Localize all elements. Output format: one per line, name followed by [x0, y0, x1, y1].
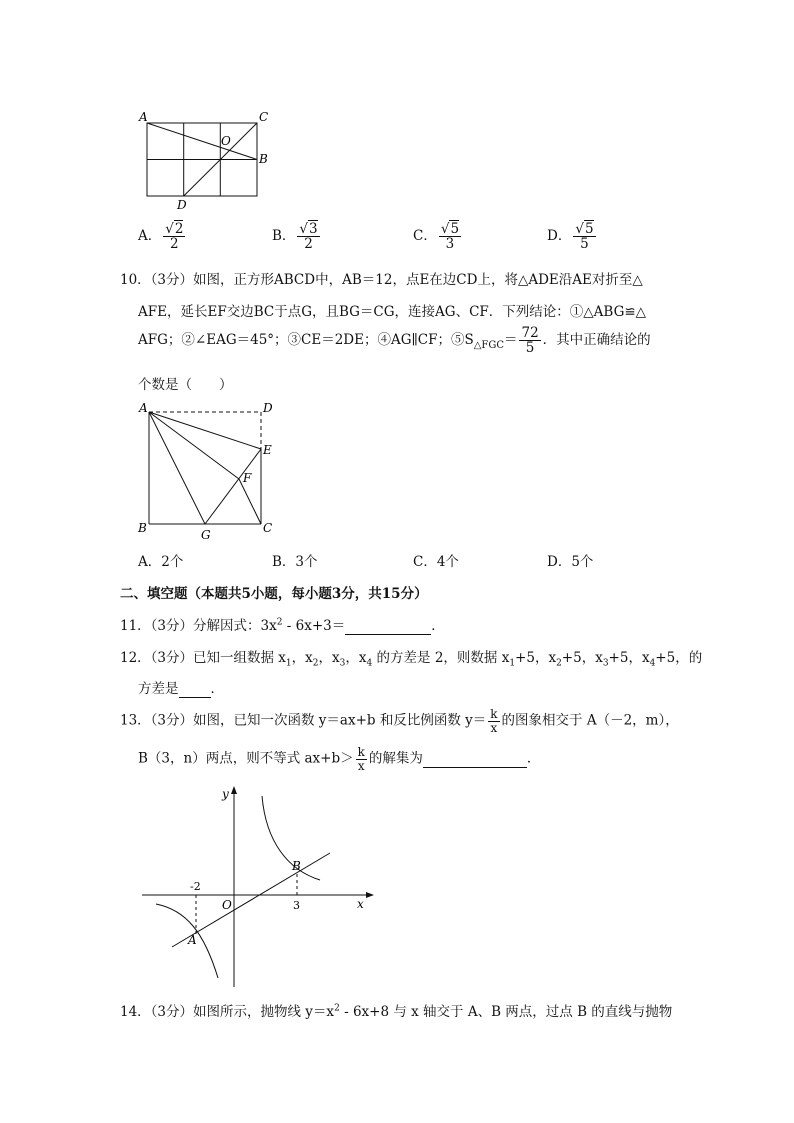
q13-line-2: B（3，n）两点，则不等式 ax+b＞ $\frac{k}{x}$ 的解集为 ．: [138, 745, 541, 773]
q12-line-1: 12．（3分）已知一组数据 $x_1$，$x_2$，$x_3$，$x_4$ 的方差是 2，则数据 $x_1+5$，$x_2+5$，$x_3+5$，$x_4+5$，的: [120, 650, 703, 669]
x-axis-arrow-icon: [366, 892, 374, 898]
fig10-label-g: G: [201, 528, 211, 542]
fig9-label-a: A: [139, 110, 148, 124]
q12-answer-blank[interactable]: [179, 681, 211, 698]
q10-line-4: 个数是（ ）: [138, 377, 233, 393]
q9-option-c[interactable]: C． $\frac{√5}{3}$: [413, 221, 460, 253]
q10-option-c[interactable]: C．4个: [413, 554, 459, 570]
fig13-label-a: A: [188, 933, 197, 947]
fig10-label-d: D: [263, 401, 273, 415]
fig13-label-x: x: [357, 897, 364, 911]
q10-option-a[interactable]: A．2个: [138, 554, 184, 570]
fig13-tick-3: 3: [293, 899, 300, 912]
q10-option-d[interactable]: D．5个: [547, 554, 594, 570]
q9-option-b[interactable]: B． $\frac{√3}{2}$: [272, 221, 318, 253]
section-heading: 二、填空题（本题共5小题，每小题3分，共15分）: [120, 586, 428, 602]
q13-graph-figure: [138, 782, 378, 992]
q10-square-figure: [135, 398, 285, 543]
q14-line: 14．（3分）如图所示，抛物线 $y=x^2 - 6x+8$ 与 x 轴交于 A、B 两点，过点 B 的直线与抛物: [120, 1003, 673, 1020]
q12-line-2: 方差是 ．: [138, 681, 224, 697]
q11-line: 11．（3分）分解因式：$3x^2 - 6x+3=$ ．: [120, 617, 445, 634]
fig10-label-a: A: [139, 401, 148, 415]
fig13-tick-neg2: -2: [190, 880, 201, 893]
fig9-label-d: D: [177, 198, 187, 212]
q13-answer-blank[interactable]: [423, 751, 527, 768]
fig13-label-y: y: [222, 787, 229, 801]
y-axis-arrow-icon: [231, 786, 237, 794]
q13-line-1: 13．（3分）如图，已知一次函数 y＝ax+b 和反比例函数 y＝ $\frac{k}{x}$ 的图象相交于 A（－2，m），: [120, 707, 679, 735]
q10-option-b[interactable]: B．3个: [272, 554, 318, 570]
fig9-label-c: C: [259, 110, 269, 124]
fig10-label-f: F: [243, 471, 252, 485]
fig10-label-b: B: [138, 521, 147, 535]
fig10-label-e: E: [263, 443, 272, 457]
fig9-label-o: O: [221, 134, 231, 148]
hyperbola-branch-1: [262, 796, 320, 880]
q10-line-1: 10．（3分）如图，正方形ABCD中，AB＝12，点E在边CD上，将△ADE沿AE对折至△: [120, 272, 643, 288]
q9-grid-figure: [135, 105, 280, 215]
q9-option-d[interactable]: D． $\frac{√5}{5}$: [547, 221, 594, 253]
q10-line-3: AFG；②∠EAG＝45°；③CE＝2DE；④AG∥CF；$⑤S_{\triangle FGC}=$ $\frac{72}{5}$ ．其中正确结论的: [138, 325, 651, 357]
q11-answer-blank[interactable]: [345, 618, 431, 635]
fig9-label-b: B: [259, 152, 268, 166]
fig13-label-o: O: [222, 898, 232, 912]
q10-line-2: AFE，延长EF交边BC于点G，且BG＝CG，连接AG、CF．下列结论：①△ABG≌△: [138, 304, 647, 320]
fig13-label-b: B: [292, 859, 301, 873]
fig10-label-c: C: [263, 521, 273, 535]
q9-option-a[interactable]: A． $\frac{√2}{2}$: [138, 221, 184, 253]
hyperbola-branch-3: [156, 904, 218, 978]
